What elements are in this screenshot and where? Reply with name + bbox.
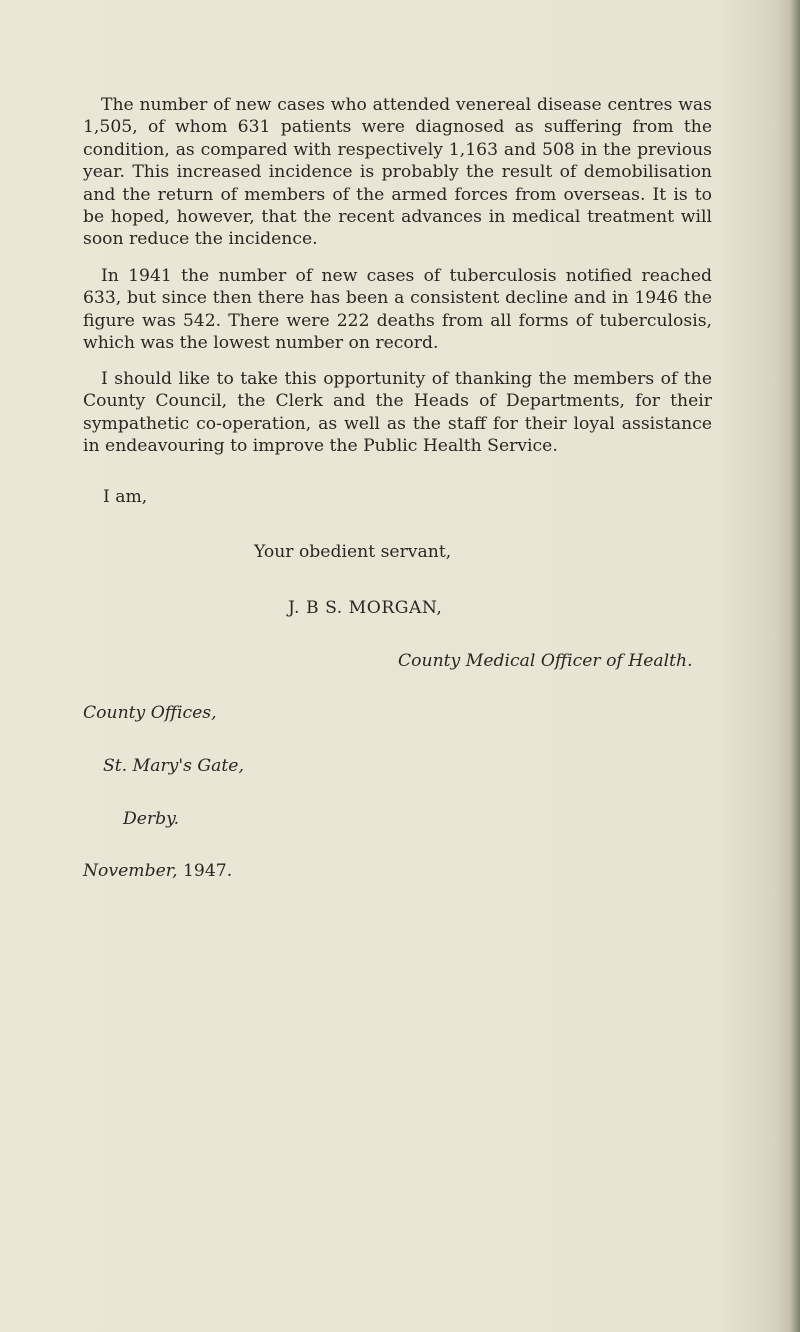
signatory-title: County Medical Officer of Health.: [398, 651, 693, 671]
valediction-line: Your obedient servant,: [254, 542, 452, 562]
date-month: November,: [83, 861, 178, 881]
date-line: [83, 860, 232, 882]
address-line: County Offices,: [83, 703, 217, 723]
address-line: St. Mary's Gate,: [103, 756, 244, 776]
paragraph-venereal-disease: The number of new cases who attended venereal disease centres was 1,505, of whom 631 patients were diagnosed as suffering from the condition, as compared with respectively 1,163 and 508 in the previous year. This increased incidence is probably the result of demobilisation and the return of members of the armed forces from overseas. It is to be hoped, however, that the recent advances in medical treatment will soon reduce the incidence.: [83, 95, 712, 250]
address-line: Derby.: [123, 809, 180, 829]
paragraph-tuberculosis: In 1941 the number of new cases of tuberculosis notified reached 633, but since then there has been a consistent decline and in 1946 the figure was 542. There were 222 deaths from all forms of tuberculosis, which was the lowest number on record.: [83, 266, 712, 354]
closing-line: I am,: [103, 487, 148, 507]
date-year: 1947.: [183, 861, 233, 881]
paragraph-acknowledgements: I should like to take this opportunity of thanking the members of the County Council, the Clerk and the Heads of Departments, for their sympathetic co-operation, as well as the staff for their loyal assistance in endeavouring to improve the Public Health Service.: [83, 369, 712, 457]
signatory-name: J. B S. MORGAN,: [288, 598, 443, 618]
page-edge-shadow: [790, 0, 800, 1332]
